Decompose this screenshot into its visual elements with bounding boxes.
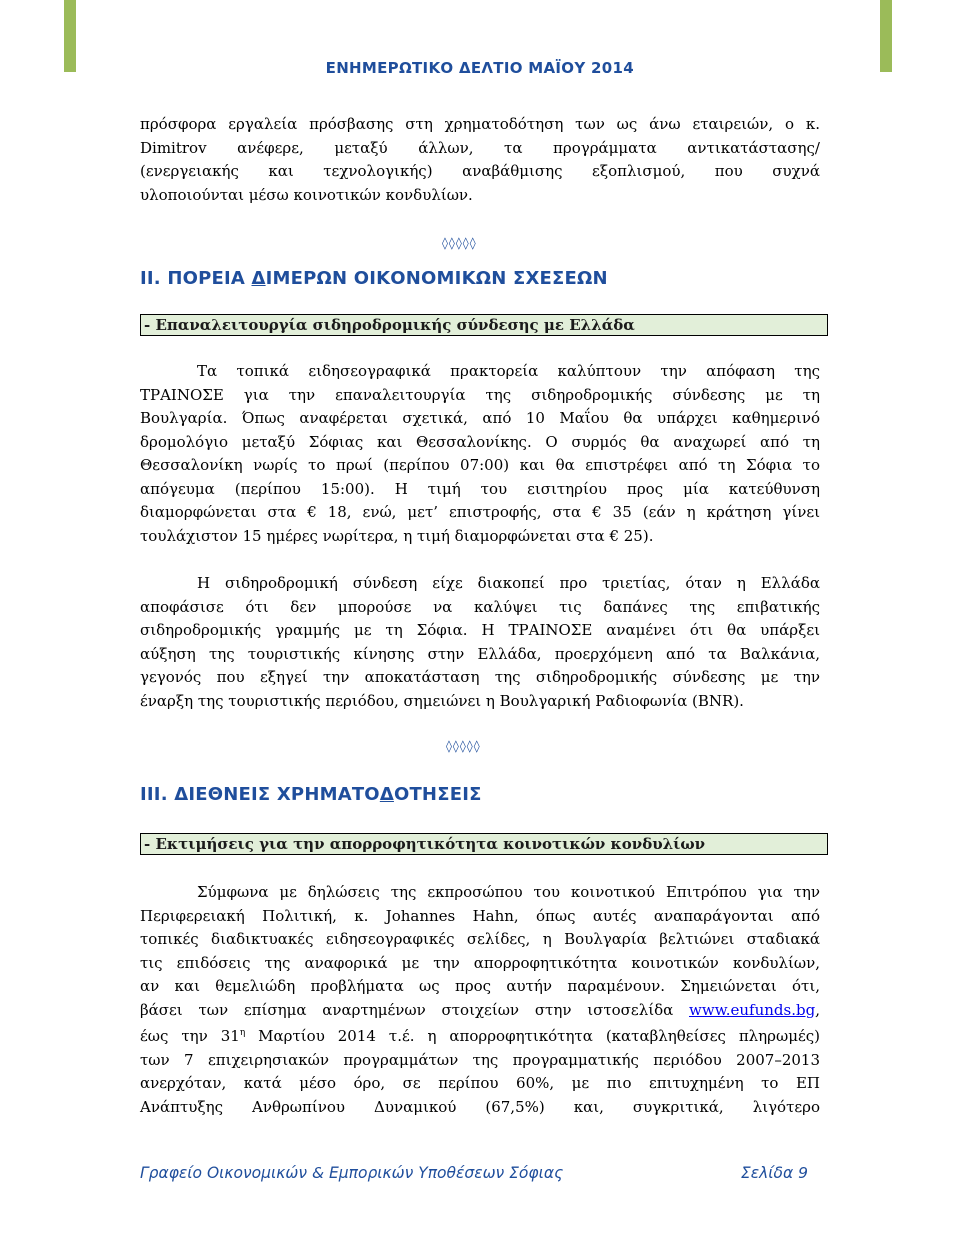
text-fragment: βάσει των επίσημα αναρτημένων στοιχείων στην ιστοσελίδα xyxy=(140,1000,690,1019)
paragraph-rail-2 xyxy=(140,572,820,713)
section-title-part: ΔΙΕΘΝΕΙΣ ΧΡΗΜΑΤΟ xyxy=(174,784,380,805)
text-line: δρομολόγιο μεταξύ Σόφιας και Θεσσαλονίκης. Ο συρμός θα αναχωρεί από τη xyxy=(140,432,820,451)
text-line: σιδηροδρομικής γραμμής με τη Σόφια. Η ΤΡΑΙΝΟΣΕ αναμένει ότι θα υπάρξει xyxy=(140,621,820,639)
paragraph-funds xyxy=(140,881,820,1119)
eufunds-link[interactable]: www.eufunds.bg xyxy=(689,1000,816,1019)
text-line: αν και θεμελιώδη προβλήματα ως προς αυτήν παραμένουν. Σημειώνεται ότι, xyxy=(140,977,820,995)
footer-office: Γραφείο Οικονομικών & Εμπορικών Υποθέσεων Σόφιας xyxy=(140,1164,564,1182)
text-line: Περιφερειακή Πολιτική, κ. Johannes Hahn, όπως αυτές αναπαράγονται από xyxy=(140,906,820,925)
text-line-with-date xyxy=(140,1022,820,1049)
ordinal-superscript: η xyxy=(239,1028,246,1038)
section-number: II. xyxy=(140,268,161,289)
text-line: Τα τοπικά ειδησεογραφικά πρακτορεία καλύπτουν την απόφαση της xyxy=(197,362,820,380)
text-fragment: , xyxy=(815,1000,820,1019)
footer-page-number: Σελίδα 9 xyxy=(740,1164,808,1182)
intro-paragraph xyxy=(140,113,820,207)
section-title-underlined: Δ xyxy=(251,268,266,289)
separator-diamonds: ◊◊◊◊◊ xyxy=(446,739,481,753)
text-line: διαμορφώνεται στα € 18, ενώ, μετ’ επιστροφής, στα € 35 (εάν η κράτηση γίνει xyxy=(140,503,820,521)
paragraph-rail-1 xyxy=(140,360,820,548)
text-line: ΤΡΑΙΝΟΣΕ για την επαναλειτουργία της σιδηροδρομικής σύνδεσης με τη xyxy=(140,385,820,404)
subheading-rail-link: - Επαναλειτουργία σιδηροδρομικής σύνδεσης με Ελλάδα xyxy=(140,314,828,336)
text-line-with-link xyxy=(140,999,820,1023)
section-title-part: ΠΟΡΕΙΑ xyxy=(167,268,252,289)
text-line: γεγονός που εξηγεί την αποκατάσταση της σιδηροδρομικής σύνδεσης με την xyxy=(140,668,820,686)
text-line: Θεσσαλονίκη νωρίς το πρωί (περίπου 07:00) και θα επιστρέφει από τη Σόφια το xyxy=(140,456,820,474)
page-footer xyxy=(140,1164,808,1182)
text-fragment: έως την 31 xyxy=(140,1027,240,1045)
section-title-underlined: Δ xyxy=(379,784,394,805)
text-line: τουλάχιστον 15 ημέρες νωρίτερα, η τιμή διαμορφώνεται στα € 25). xyxy=(140,526,654,545)
text-line: Η σιδηροδρομική σύνδεση είχε διακοπεί προ τριετίας, όταν η Ελλάδα xyxy=(197,574,820,592)
text-line: υλοποιούνται μέσω κοινοτικών κονδυλίων. xyxy=(140,185,473,204)
subheading-absorption: - Εκτιμήσεις για την απορροφητικότητα κοινοτικών κονδυλίων xyxy=(140,833,828,855)
bulletin-title: ΕΝΗΜΕΡΩΤΙΚΟ ΔΕΛΤΙΟ ΜΑΪΟΥ 2014 xyxy=(325,59,634,77)
text-line: Dimitrov ανέφερε, μεταξύ άλλων, τα προγράμματα αντικατάστασης/ xyxy=(140,138,820,157)
header-decoration-bar-right xyxy=(880,0,892,72)
text-line: Σύμφωνα με δηλώσεις της εκπροσώπου του κοινοτικού Επιτρόπου για την xyxy=(197,883,820,901)
text-line: των 7 επιχειρησιακών προγραμμάτων της προγραμματικής περιόδου 2007–2013 xyxy=(140,1050,820,1069)
section-title-part: ΟΤΗΣΕΙΣ xyxy=(393,784,482,805)
text-line: τις επιδόσεις της αναφορικά με την απορροφητικότητα κοινοτικών κονδυλίων, xyxy=(140,953,820,972)
text-line: πρόσφορα εργαλεία πρόσβασης στη χρηματοδότηση των ως άνω εταιρειών, ο κ. xyxy=(140,115,820,133)
text-fragment: Μαρτίου 2014 τ.έ. η απορροφητικότητα (καταβληθείσες πληρωμές) xyxy=(245,1027,820,1045)
text-line: Ανάπτυξης Ανθρωπίνου Δυναμικού (67,5%) και, συγκριτικά, λιγότερο xyxy=(140,1097,820,1116)
section-heading-2 xyxy=(140,268,608,289)
header-decoration-bar-left xyxy=(64,0,76,72)
section-title-part: ΙΜΕΡΩΝ ΟΙΚΟΝΟΜΙΚΩΝ ΣΧΕΣΕΩΝ xyxy=(265,268,608,289)
text-line: (ενεργειακής και τεχνολογικής) αναβάθμισης εξοπλισμού, που συχνά xyxy=(140,162,820,180)
text-line: έναρξη της τουριστικής περιόδου, σημειώνει η Βουλγαρική Ραδιοφωνία (BNR). xyxy=(140,691,744,710)
separator-diamonds: ◊◊◊◊◊ xyxy=(442,236,477,250)
text-line: τοπικές διαδικτυακές ειδησεογραφικές σελίδες, η Βουλγαρία βελτιώνει σταδιακά xyxy=(140,930,820,948)
text-line: αποφάσισε ότι δεν μπορούσε να καλύψει τις δαπάνες της επιβατικής xyxy=(140,597,820,616)
section-number: III. xyxy=(140,784,168,805)
text-line: αύξηση της τουριστικής κίνησης στην Ελλάδα, προερχόμενη από τα Βαλκάνια, xyxy=(140,644,820,663)
text-line: ανερχόταν, κατά μέσο όρο, σε περίπου 60%, με πιο επιτυχημένη το ΕΠ xyxy=(140,1074,820,1092)
text-line: απόγευμα (περίπου 15:00). Η τιμή του εισιτηρίου προς μία κατεύθυνση xyxy=(140,479,820,498)
text-line: Βουλγαρία. Όπως αναφέρεται σχετικά, από 10 Μαΐου θα υπάρχει καθημερινό xyxy=(140,409,820,427)
section-heading-3 xyxy=(140,784,482,805)
